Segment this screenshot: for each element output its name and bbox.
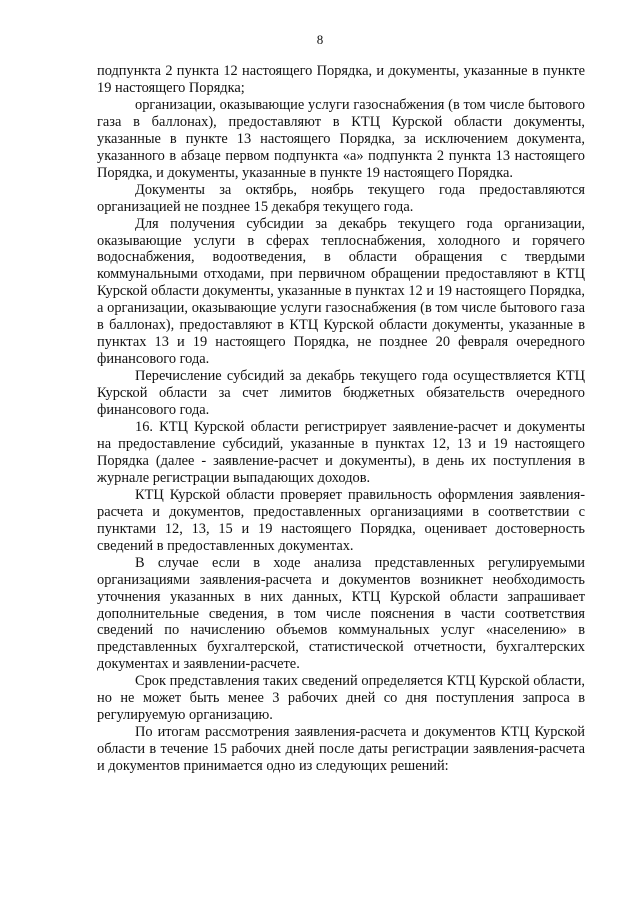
paragraph-continuation: подпункта 2 пункта 12 настоящего Порядка, и документы, указанные в пункте 19 настоящего Порядка;	[97, 63, 585, 96]
paragraph-review-decision: По итогам рассмотрения заявления-расчета и документов КТЦ Курской области в течение 15 рабочих дней после даты регистрации заявления-расчета и документов принимается одно из следующих решений:	[97, 724, 585, 775]
paragraph-clarification-request: В случае если в ходе анализа представленных регулируемыми организациями заявления-расчета и документов возникнет необходимость уточнения указанных в них данных, КТЦ Курской области запрашивает дополнительные сведения, в том числе пояснения в части соответствия сведений по начислению объемов коммунальных услуг «населению» в представленных бухгалтерской, статистической отчетности, бухгалтерских документах и заявлении-расчете.	[97, 554, 585, 673]
paragraph-december-subsidy-documents: Для получения субсидии за декабрь текущего года организации, оказывающие услуги в сферах теплоснабжения, холодного и горячего водоснабжения, водоотведения, в области обращения с твердыми коммунальными отходами, при первичном обращении предоставляют в КТЦ Курской области документы, указанные в пунктах 12 и 19 настоящего Порядка, а организации, оказывающие услуги газоснабжения (в том числе бытового газа в баллонах), предоставляют в КТЦ Курской области документы, указанные в пунктах 13 и 19 настоящего Порядка, не позднее 20 февраля очередного финансового года.	[97, 215, 586, 368]
paragraph-december-transfer: Перечисление субсидий за декабрь текущего года осуществляется КТЦ Курской области за счет лимитов бюджетных обязательств очередного финансового года.	[97, 368, 585, 419]
paragraph-response-deadline: Срок представления таких сведений определяется КТЦ Курской области, но не может быть менее 3 рабочих дней со дня поступления запроса в регулируемую организацию.	[97, 673, 585, 724]
paragraph-gas-organizations: организации, оказывающие услуги газоснабжения (в том числе бытового газа в баллонах), предоставляют в КТЦ Курской области документы, указанные в пункте 13 настоящего Порядка, за исключением документа, указанного в абзаце первом подпункта «а» подпункта 2 пункта 13 настоящего Порядка, и документы, указанные в пункте 19 настоящего Порядка.	[97, 96, 585, 181]
paragraph-october-november-deadline: Документы за октябрь, ноябрь текущего года предоставляются организацией не позднее 15 декабря текущего года.	[97, 181, 585, 215]
document-body	[97, 63, 585, 775]
page-number: 8	[316, 32, 324, 47]
paragraph-clause-16-registration: 16. КТЦ Курской области регистрирует заявление-расчет и документы на предоставление субсидий, указанные в пунктах 12, 13 и 19 настоящего Порядка (далее - заявление-расчет и документы), в день их поступления в журнале регистрации выпадающих доходов.	[97, 419, 585, 486]
paragraph-verification: КТЦ Курской области проверяет правильность оформления заявления-расчета и документов, предоставленных организациями в соответствии с пунктами 12, 13, 15 и 19 настоящего Порядка, оценивает достоверность сведений в предоставленных документах.	[97, 486, 585, 554]
